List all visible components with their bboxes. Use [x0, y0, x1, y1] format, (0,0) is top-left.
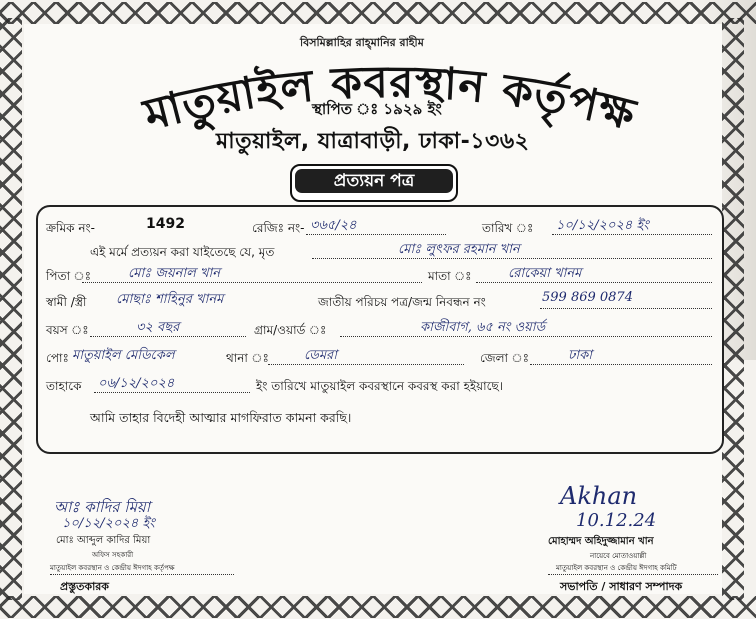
border-left: [0, 18, 22, 600]
prayer-text: আমি তাহার বিদেহী আত্মার মাগফিরাত কামনা করছি।: [90, 410, 352, 425]
village-value: কাজীবাগ, ৬৫ নং ওয়ার্ড: [420, 320, 546, 335]
mother-dotline: [476, 282, 712, 283]
district-dotline: [530, 364, 712, 365]
reg-label: রেজিঃ নং-: [252, 221, 305, 235]
district-label: জেলা ঃ: [480, 351, 529, 365]
left-signature-line: [50, 574, 234, 575]
certify-text: এই মর্মে প্রত্যয়ন করা যাইতেছে যে, মৃত: [90, 245, 275, 259]
right-signatory-org: মাতুয়াইল কবরস্থান ও কেন্দ্রীয় ঈদগাহ কমিটি: [556, 564, 677, 572]
deceased-dotline: [312, 258, 712, 259]
mother-value: রোকেয়া খানম: [508, 266, 582, 281]
thana-label: থানা ঃ: [226, 351, 269, 365]
buried-prefix: তাহাকে: [46, 379, 82, 393]
postoffice-value: মাতুয়াইল মেডিকেল: [72, 348, 175, 363]
father-value: মোঃ জয়নাল খান: [128, 266, 221, 281]
spouse-label: স্বামী /স্ত্রী: [46, 295, 87, 309]
nid-dotline: [540, 308, 712, 309]
date-label: তারিখ ঃ: [482, 221, 534, 235]
postoffice-label: পোঃ: [46, 351, 69, 365]
deceased-name: মোঃ লুৎফর রহমান খান: [398, 242, 520, 257]
address-text: মাতুয়াইল, যাত্রাবাড়ী, ঢাকা-১৩৬২: [216, 129, 530, 154]
buried-suffix: ইং তারিখে মাতুয়াইল কবরস্থানে কবরস্থ করা হইয়াছে।: [256, 379, 504, 393]
right-signatory-designation: নায়েবে মোতাওয়াল্লী: [590, 552, 647, 560]
left-signature-date: ১০/১২/২০২৪ ইং: [62, 516, 155, 531]
buried-dotline: [94, 392, 250, 393]
org-title-text: মাতুয়াইল কবরস্থান কর্তৃপক্ষ: [138, 56, 642, 141]
right-signatory-name: মোহাম্মদ অহিদুজ্জামান খান: [548, 536, 654, 547]
thana-value: ডেমরা: [304, 348, 337, 363]
established-text: স্থাপিত ঃ ১৯২৯ ইং: [312, 100, 442, 118]
bismillah-text: বিসমিল্লাহির রাহ্‌মানির রাহীম: [300, 36, 424, 49]
nid-value: 599 869 0874: [542, 290, 633, 305]
left-signatory-designation: অফিস সহকারী: [92, 551, 134, 559]
spouse-value: মোছাঃ শাহিনুর খানম: [116, 292, 224, 307]
border-right: [722, 18, 744, 600]
reg-value: ৩৬৫/২৪: [310, 218, 357, 233]
right-signature-line: [548, 574, 718, 575]
left-signatory-role: প্রস্তুতকারক: [60, 580, 110, 593]
village-label: গ্রাম/ওয়ার্ড ঃ: [254, 323, 327, 337]
nid-label: জাতীয় পরিচয় পত্র/জন্ম নিবন্ধন নং: [318, 295, 486, 309]
border-bottom: [0, 596, 756, 618]
age-dotline: [90, 336, 246, 337]
district-value: ঢাকা: [568, 348, 592, 363]
village-dotline: [340, 336, 712, 337]
serial-label: ক্রমিক নং-: [46, 221, 95, 235]
date-value: ১০/১২/২০২৪ ইং: [556, 218, 649, 233]
right-signature-handwriting: Akhan: [560, 482, 638, 510]
left-signature-handwriting: আঃ কাদির মিয়া: [54, 498, 151, 516]
father-label: পিতা ঃ: [46, 269, 92, 283]
document-type-badge: [290, 164, 458, 202]
age-label: বয়স ঃ: [46, 323, 89, 337]
date-dotline: [552, 234, 712, 235]
reg-dotline: [306, 234, 446, 235]
left-signatory-name: মোঃ আব্দুল কাদির মিয়া: [56, 535, 151, 546]
border-top: [0, 2, 756, 24]
thana-dotline: [268, 364, 464, 365]
buried-date: ০৬/১২/২০২৪: [98, 376, 175, 391]
mother-label: মাতা ঃ: [428, 269, 472, 283]
age-value: ৩২ বছর: [136, 320, 180, 335]
right-signatory-role: সভাপতি / সাধারণ সম্পাদক: [560, 580, 683, 593]
document-type-label: প্রত্যয়ন পত্র: [295, 169, 453, 193]
serial-value: 1492: [146, 216, 185, 232]
left-signatory-org: মাতুয়াইল কবরস্থান ও কেন্দ্রীয় ঈদগাহ কর্তৃপক্ষ: [50, 564, 175, 572]
right-signature-date: 10.12.24: [576, 510, 657, 531]
father-dotline: [82, 282, 422, 283]
